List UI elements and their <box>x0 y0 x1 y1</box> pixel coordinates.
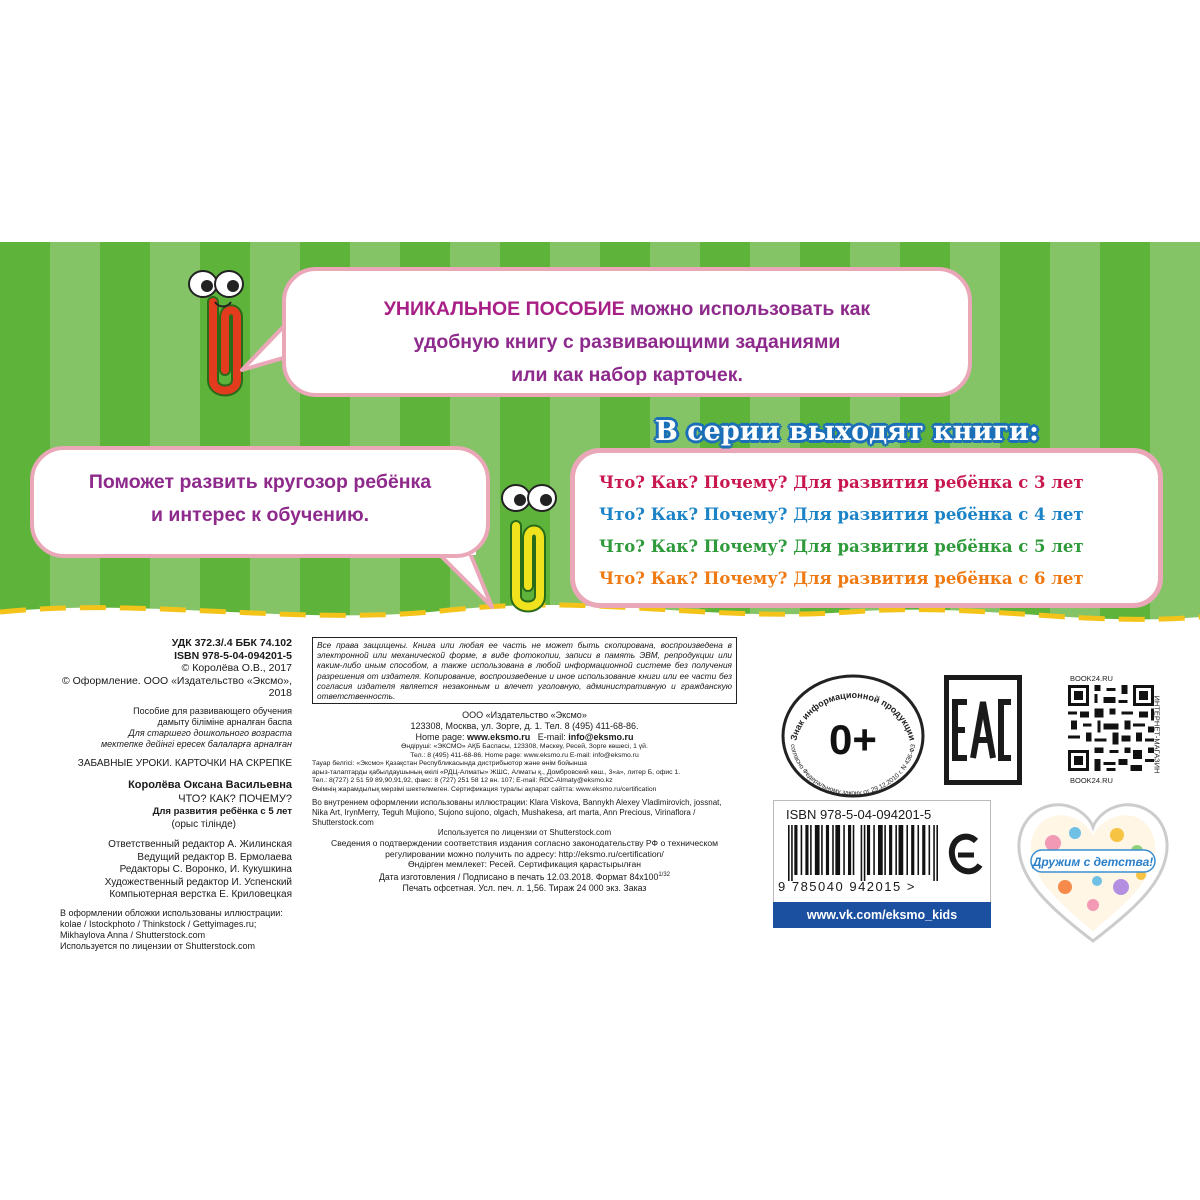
age-rating-value: 0+ <box>829 716 877 763</box>
left-bubble-line-1: Поможет развить кругозор ребёнка <box>88 471 432 493</box>
home-label: Home page: <box>415 732 468 743</box>
copyright-design: © Оформление. ООО «Издательство «Эксмо», 2018 <box>61 674 292 699</box>
heart-text: Дружим с детства! <box>1032 855 1154 869</box>
kz-line-5: Тел.: 8(727) 2 51 59 89,90,91,92, факс: 8 (727) 251 58 12 вн. 107; E-mail: RDC-Almaty@eksmo.kz <box>312 777 613 785</box>
home-url[interactable]: www.eksmo.ru <box>467 732 531 743</box>
isbn-line: ISBN 978-5-04-094201-5 <box>174 649 292 662</box>
barcode-bars <box>788 825 938 881</box>
top-bubble-line-1 <box>286 293 968 326</box>
cover-illustrations-3: Mikhaylova Anna / Shutterstock.com <box>60 929 206 940</box>
print-date-line <box>312 870 737 883</box>
editor-responsible: Ответственный редактор А. Жилинская <box>108 839 292 850</box>
top-bubble-line-1-rest: можно использовать как <box>624 298 871 320</box>
email-label: E-mail: <box>530 732 569 743</box>
age-badge-bottom-text: согласно Федеральному закону от 29.12.2010 г. N 436-ФЗ <box>788 743 918 797</box>
series-title: В серии выходят книги: <box>655 416 1039 447</box>
copyright-author: © Королёва О.В., 2017 <box>181 662 292 674</box>
kz-line-3: Тауар белгісі: «Эксмо» Қазақстан Республикасында дистрибьютор және өнім бойынша <box>312 760 587 768</box>
barcode-isbn: ISBN 978-5-04-094201-5 <box>786 807 932 822</box>
cert-line-2: регулировании можно получить по адресу: http://eksmo.ru/certification/ <box>385 848 664 859</box>
top-bubble-line-3: или как набор карточек. <box>511 364 743 386</box>
rights-notice: Все права защищены. Книга или любая ее часть не может быть скопирована, воспроизведена в электронной или механической форме, в виде фотокопии, записи в память ЭВМ, репродукции или каким-либо иным способом, а также использована в любой информационной системе без получения разрешения от издателя. Копирование, воспроизведение и иное использование книги или ее части без согласия издателя является незаконным и влечет уголовную, административную и гражданскую ответственность. <box>312 637 737 704</box>
kz-line-1: Өндіруші: «ЭКСМО» АҚБ Баспасы, 123308, Мәскеу, Ресей, Зорге көшесі, 1 үй. <box>401 743 648 751</box>
qr-code-icon[interactable] <box>1068 685 1154 771</box>
internal-illustrations: Во внутреннем оформлении использованы иллюстрации: Klara Viskova, Bannykh Alexey Vladimirovich, jossnat, Nika Art, IrynMerry, Teguh Mujiono, Sujono sujono, olgach, Mushakesa, art marta, Ann Precious, Virinaflora / Shutterstock.com <box>312 798 722 828</box>
kz-line-4: арыз-талаптарды қабылдаушының өкілі «РДЦ-Алматы» ЖШС, Алматы қ., Домбровский көш., 3«а», литер Б, офис 1. <box>312 768 681 776</box>
top-bubble-highlight: УНИКАЛЬНОЕ ПОСОБИЕ <box>383 298 625 320</box>
publisher-name: ООО «Издательство «Эксмо» <box>462 710 587 721</box>
license-line: Используется по лицензии от Shutterstock.com <box>437 828 612 838</box>
purpose-ru: Пособие для развивающего обучения <box>133 705 292 716</box>
qr-left-label: BOOK24.RU <box>1070 674 1113 683</box>
series-name: ЗАБАВНЫЕ УРОКИ. КАРТОЧКИ НА СКРЕПКЕ <box>77 757 292 769</box>
kz-line-6: Өнімнің жарамдылық мерзімі шектелмеген. Сертификация туралы ақпарат сайтта: www.eksmo.ru/certification <box>312 785 657 793</box>
series-item-3: Что? Как? Почему? Для развития ребёнка с 3 лет <box>599 473 1084 492</box>
layout-credit: Компьютерная верстка Е. Криловецкая <box>109 889 292 900</box>
cover-illustrations-2: kolae / Istockphoto / Thinkstock / Gettyimages.ru; <box>60 918 257 929</box>
cert-line-1: Сведения о подтверждении соответствия издания согласно законодательству РФ о техническом <box>330 838 719 849</box>
series-list-box <box>570 448 1163 608</box>
series-item-4: Что? Как? Почему? Для развития ребёнка с 4 лет <box>599 505 1084 524</box>
heart-sticker-icon <box>1013 795 1173 945</box>
qr-bottom-label: BOOK24.RU <box>1070 776 1113 785</box>
legal-column <box>312 637 737 894</box>
editor-lead: Ведущий редактор В. Ермолаева <box>137 851 292 863</box>
left-speech-bubble <box>30 446 490 558</box>
print-date-text: Дата изготовления / Подписано в печать 12.03.2018. Формат 84x100 <box>378 871 659 882</box>
print-details-line: Печать офсетная. Усл. печ. л. 1,56. Тираж 24 000 экз. Заказ <box>402 882 647 893</box>
series-item-6: Что? Как? Почему? Для развития ребёнка с 6 лет <box>599 569 1084 588</box>
imprint-column <box>60 637 292 952</box>
book-subtitle: Для развития ребёнка с 5 лет <box>152 806 292 817</box>
cover-illustrations-1: В оформлении обложки использованы иллюстрации: <box>60 907 283 918</box>
top-bubble-line-2: удобную книгу с развивающими заданиями <box>413 331 841 353</box>
vk-link[interactable]: www.vk.com/eksmo_kids <box>773 902 991 928</box>
age-rating-badge <box>778 670 928 800</box>
purpose-kz: дамыту біліміне арналған баспа <box>157 716 292 727</box>
kz-line-2: Тел.: 8 (495) 411-68-86. Home page: www.eksmo.ru E-mail: info@eksmo.ru <box>410 751 639 759</box>
eac-mark-icon <box>944 675 1022 785</box>
yellow-paperclip-mascot-icon <box>494 478 564 618</box>
author-name: Королёва Оксана Васильевна <box>128 779 292 791</box>
udk-bbk: УДК 372.3/.4 ББК 74.102 <box>171 637 292 649</box>
age-ru: Для старшего дошкольного возраста <box>128 727 292 738</box>
publisher-contacts <box>312 732 737 743</box>
eksmo-logo-icon <box>946 831 984 881</box>
age-badge-top-text: Знак информационной продукции <box>788 689 918 742</box>
language-note: (орыс тілінде) <box>171 818 236 830</box>
top-speech-bubble <box>282 267 972 397</box>
series-item-5: Что? Как? Почему? Для развития ребёнка с 5 лет <box>599 537 1084 556</box>
publisher-address: 123308, Москва, ул. Зорге, д. 1. Тел. 8 (495) 411-68-86. <box>410 721 639 732</box>
editors: Редакторы С. Воронко, И. Кукушкина <box>119 864 292 875</box>
email-link[interactable]: info@eksmo.ru <box>568 732 634 743</box>
cover-illustrations-4: Используется по лицензии от Shutterstock.com <box>60 940 255 951</box>
origin-line: Өндірген мемлекет: Ресей. Сертификация қарастырылған <box>407 859 642 870</box>
left-bubble-line-2: и интерес к обучению. <box>150 504 370 526</box>
format-fraction: 1/32 <box>658 871 671 878</box>
barcode-digits: 9 785040 942015 > <box>778 879 916 894</box>
book-title: ЧТО? КАК? ПОЧЕМУ? <box>178 793 292 805</box>
age-kz: мектепке дейінгі ересек балаларға арналған <box>100 738 292 749</box>
art-editor: Художественный редактор И. Успенский <box>104 876 292 888</box>
eac-glyphs <box>949 680 1017 780</box>
qr-side-label: ИНТЕРНЕТ-МАГАЗИН <box>1152 695 1162 774</box>
